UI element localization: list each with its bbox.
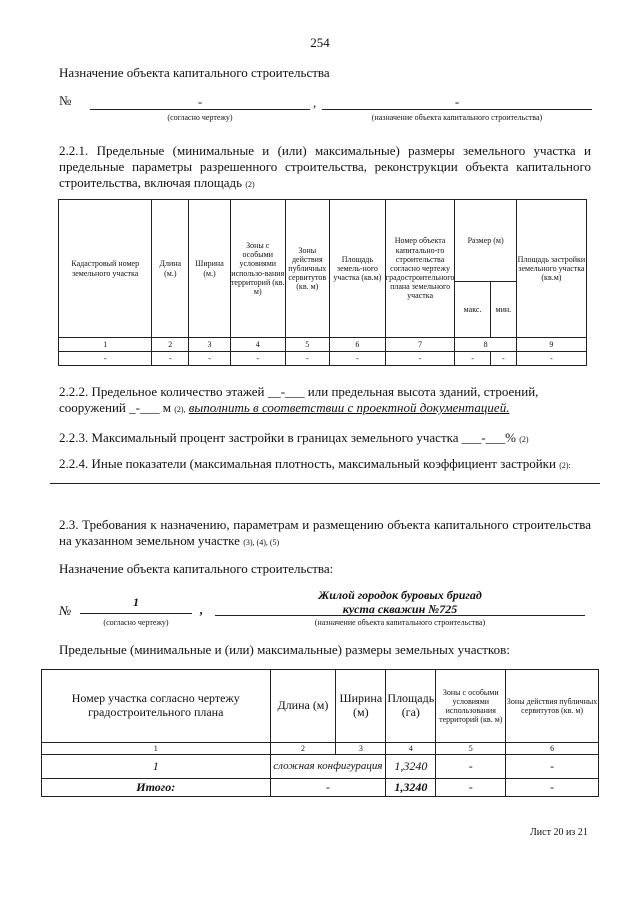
column-number: 2 bbox=[152, 338, 189, 352]
header-area: Площадь (га) bbox=[386, 670, 436, 743]
caption-drawing: (согласно чертежу) bbox=[103, 618, 169, 627]
comma: , bbox=[313, 95, 317, 110]
column-number: 5 bbox=[285, 338, 329, 352]
section-2-2-4 bbox=[59, 456, 571, 472]
header-zones-public: Зоны действия публичных сервитутов (кв. м) bbox=[506, 670, 599, 743]
header-length: Длина (м) bbox=[270, 670, 336, 743]
header-area: Площадь земель-ного участка (кв.м) bbox=[330, 200, 386, 338]
plot-number-cell: 1 bbox=[42, 755, 271, 779]
header-size: Размер (м) bbox=[455, 200, 517, 282]
table-cell: - bbox=[189, 352, 231, 366]
header-cadastral: Кадастровый номер земельного участка bbox=[59, 200, 152, 338]
table-cell: - bbox=[516, 352, 586, 366]
blank-line bbox=[50, 483, 600, 484]
purpose-line: Жилой городок буровых бригад bbox=[318, 588, 482, 602]
table-cell: - bbox=[230, 352, 285, 366]
header-size-min: мин. bbox=[490, 282, 516, 338]
column-number: 6 bbox=[330, 338, 386, 352]
limits-heading: Предельные (минимальные и (или) максимальные) размеры земельных участков: bbox=[59, 642, 510, 657]
section-text: 2.3. Требования к назначению, параметрам и размещению объекта капитального строительства на указанном земельном участке bbox=[59, 517, 591, 548]
caption-drawing: (согласно чертежу) bbox=[167, 113, 233, 122]
total-area: 1,3240 bbox=[386, 779, 436, 797]
section-line bbox=[59, 400, 538, 418]
header-size-max: макс. bbox=[455, 282, 490, 338]
section-italic-note: выполнить в соответствии с проектной документацией. bbox=[188, 400, 510, 415]
section-2-2-1 bbox=[59, 143, 591, 193]
column-number: 5 bbox=[436, 743, 506, 755]
header-length: Длина (м.) bbox=[152, 200, 189, 338]
table-cell: - bbox=[490, 352, 516, 366]
header-zones-special: Зоны с особыми условиями использо-вания территорий (кв. м) bbox=[230, 200, 285, 338]
table-cell: - bbox=[152, 352, 189, 366]
number-sign: № bbox=[59, 93, 72, 108]
header-zones-public: Зоны действия публичных сервитутов (кв. м) bbox=[285, 200, 329, 338]
page-number: 254 bbox=[310, 35, 330, 50]
header-zones-special: Зоны с особыми условиями использования территорий (кв. м) bbox=[436, 670, 506, 743]
column-number: 3 bbox=[189, 338, 231, 352]
comma: , bbox=[200, 602, 204, 617]
footnote-ref: (2) bbox=[245, 180, 255, 189]
column-number: 2 bbox=[270, 743, 336, 755]
footnote-ref: (2), bbox=[174, 405, 186, 414]
section-2-2-2 bbox=[59, 384, 538, 418]
parameters-table bbox=[58, 199, 587, 366]
footnote-ref: (3), (4), (5) bbox=[243, 538, 280, 547]
column-number: 8 bbox=[455, 338, 517, 352]
table-cell: - bbox=[330, 352, 386, 366]
purpose-line: куста скважин №725 bbox=[342, 602, 458, 616]
section-line: 2.2.2. Предельное количество этажей __-___ или предельная высота зданий, строений, bbox=[59, 384, 539, 399]
underline bbox=[90, 109, 310, 110]
underline bbox=[215, 615, 585, 616]
section-text: сооружений _-___ м bbox=[59, 400, 171, 415]
header-plot-number: Номер участка согласно чертежу градостроительного плана bbox=[42, 670, 271, 743]
column-number: 3 bbox=[336, 743, 386, 755]
drawing-number-value: 1 bbox=[133, 595, 139, 609]
drawing-number-value: - bbox=[197, 94, 203, 109]
section-text: 2.2.4. Иные показатели (максимальная плотность, максимальный коэффициент застройки bbox=[59, 456, 556, 471]
table-cell: - bbox=[506, 755, 599, 779]
number-sign: № bbox=[59, 603, 72, 618]
table-cell: - bbox=[385, 352, 455, 366]
column-number: 7 bbox=[385, 338, 455, 352]
column-number: 6 bbox=[506, 743, 599, 755]
column-number: 9 bbox=[516, 338, 586, 352]
section-2-2-3 bbox=[59, 430, 529, 446]
column-number: 1 bbox=[59, 338, 152, 352]
table-cell: - bbox=[59, 352, 152, 366]
underline bbox=[80, 613, 192, 614]
footnote-ref: (2) bbox=[519, 435, 529, 444]
column-number: 4 bbox=[230, 338, 285, 352]
purpose-heading: Назначение объекта капитального строительства bbox=[59, 65, 330, 80]
table-cell: - bbox=[285, 352, 329, 366]
plot-area-cell: 1,3240 bbox=[386, 755, 436, 779]
plots-table bbox=[41, 669, 599, 797]
total-label: Итого: bbox=[42, 779, 271, 797]
table-cell: - bbox=[436, 779, 506, 797]
underline bbox=[322, 109, 592, 110]
sheet-number: Лист 20 из 21 bbox=[530, 827, 588, 838]
section-2-3 bbox=[59, 517, 591, 551]
section-text: 2.2.1. Предельные (минимальные и (или) максимальные) размеры земельного участка и предельные параметры разрешенного строительства, реконструкции объекта капитального строительства, включая площадь bbox=[59, 143, 591, 190]
total-size: - bbox=[270, 779, 386, 797]
table-cell: - bbox=[455, 352, 490, 366]
footnote-ref: (2): bbox=[559, 461, 571, 470]
object-purpose-value: - bbox=[454, 94, 460, 109]
caption-purpose: (назначение объекта капитального строительства) bbox=[314, 618, 486, 627]
column-number: 1 bbox=[42, 743, 271, 755]
column-number: 4 bbox=[386, 743, 436, 755]
header-width: Ширина (м) bbox=[336, 670, 386, 743]
purpose-heading: Назначение объекта капитального строительства: bbox=[59, 561, 334, 576]
header-width: Ширина (м.) bbox=[189, 200, 231, 338]
section-text: 2.2.3. Максимальный процент застройки в границах земельного участка ___-___% bbox=[59, 430, 516, 445]
plot-size-cell: сложная конфигурация bbox=[270, 755, 386, 779]
table-cell: - bbox=[436, 755, 506, 779]
table-cell: - bbox=[506, 779, 599, 797]
object-purpose-value bbox=[215, 588, 585, 616]
caption-purpose: (назначение объекта капитального строительства) bbox=[371, 113, 543, 122]
header-object-number: Номер объекта капитально-го строительства согласно чертежу градостроительного плана земельного участка bbox=[385, 200, 455, 338]
header-built-area: Площадь застройки земельного участка (кв.м) bbox=[516, 200, 586, 338]
